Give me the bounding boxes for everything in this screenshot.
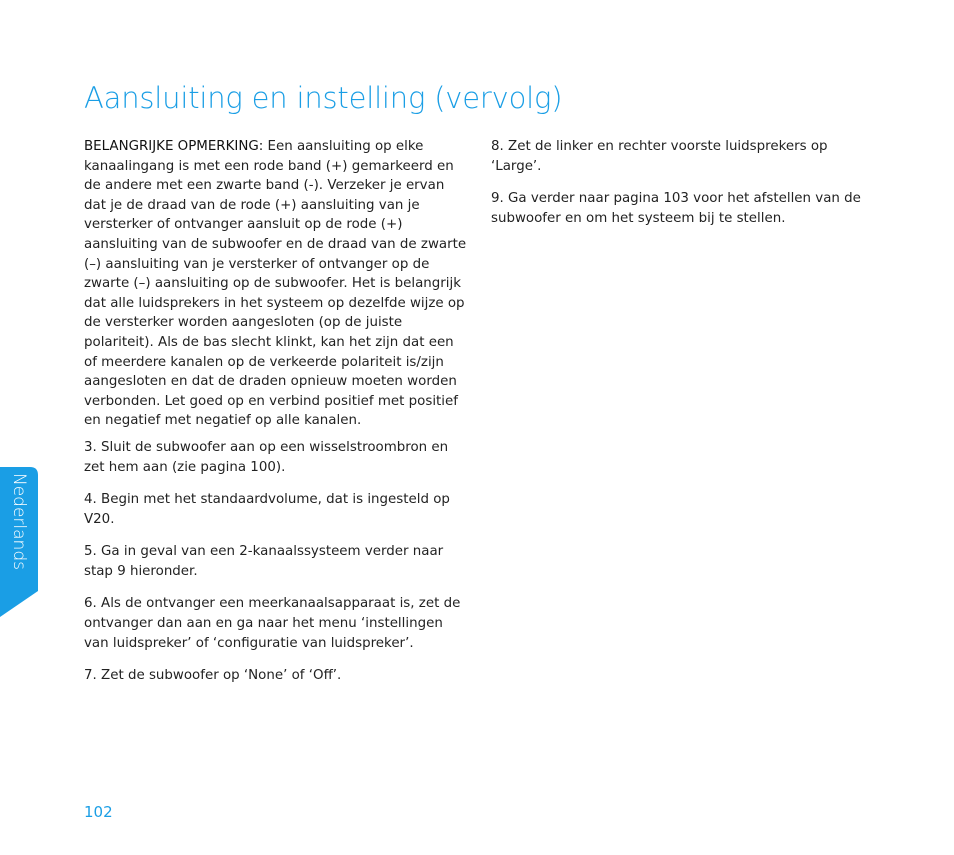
step-7: 7. Zet de subwoofer op ‘None’ of ‘Off’. bbox=[84, 668, 342, 684]
page-title: Aansluiting en instelling (vervolg) bbox=[84, 81, 563, 115]
important-note-label: BELANGRIJKE OPMERKING: bbox=[84, 139, 264, 154]
page-number: 102 bbox=[84, 803, 113, 821]
left-column bbox=[84, 137, 468, 699]
step-4: 4. Begin met het standaardvolume, dat is ingesteld op V20. bbox=[84, 492, 450, 527]
step-9: 9. Ga verder naar pagina 103 voor het afstellen van de subwoofer en om het systeem bij te stellen. bbox=[491, 191, 861, 226]
language-side-tab bbox=[0, 467, 38, 617]
right-column bbox=[491, 137, 871, 241]
step-8: 8. Zet de linker en rechter voorste luidsprekers op ‘Large’. bbox=[491, 139, 828, 174]
step-5: 5. Ga in geval van een 2-kanaalssysteem verder naar stap 9 hieronder. bbox=[84, 544, 444, 579]
side-tab-label: Nederlands bbox=[9, 473, 29, 570]
important-note-text: Een aansluiting op elke kanaalingang is met een rode band (+) gemarkeerd en de andere met een zwarte band (-). Verzeker je ervan dat je de draad van de rode (+) aansluiting van je versterker of ontvanger aansluit op de rode (+) aansluiting van de subwoofer en de draad van de zwarte (–) aansluiting van je versterker of ontvanger op de zwarte (–) aansluiting op de subwoofer. Het is belangrijk dat alle luidsprekers in het systeem op dezelfde wijze op de versterker worden aangesloten (op de juiste polariteit). Als de bas slecht klinkt, kan het zijn dat een of meerdere kanalen op de verkeerde polariteit is/zijn aangesloten en dat de draden opnieuw moeten worden verbonden. Let goed op en verbind positief met positief en negatief met negatief op alle kanalen. bbox=[84, 139, 467, 429]
important-note bbox=[84, 137, 468, 431]
step-3: 3. Sluit de subwoofer aan op een wisselstroombron en zet hem aan (zie pagina 100). bbox=[84, 439, 449, 475]
step-6: 6. Als de ontvanger een meerkanaalsapparaat is, zet de ontvanger dan aan en ga naar het menu ‘instellingen van luidspreker’ of ‘configuratie van luidspreker’. bbox=[84, 596, 461, 651]
